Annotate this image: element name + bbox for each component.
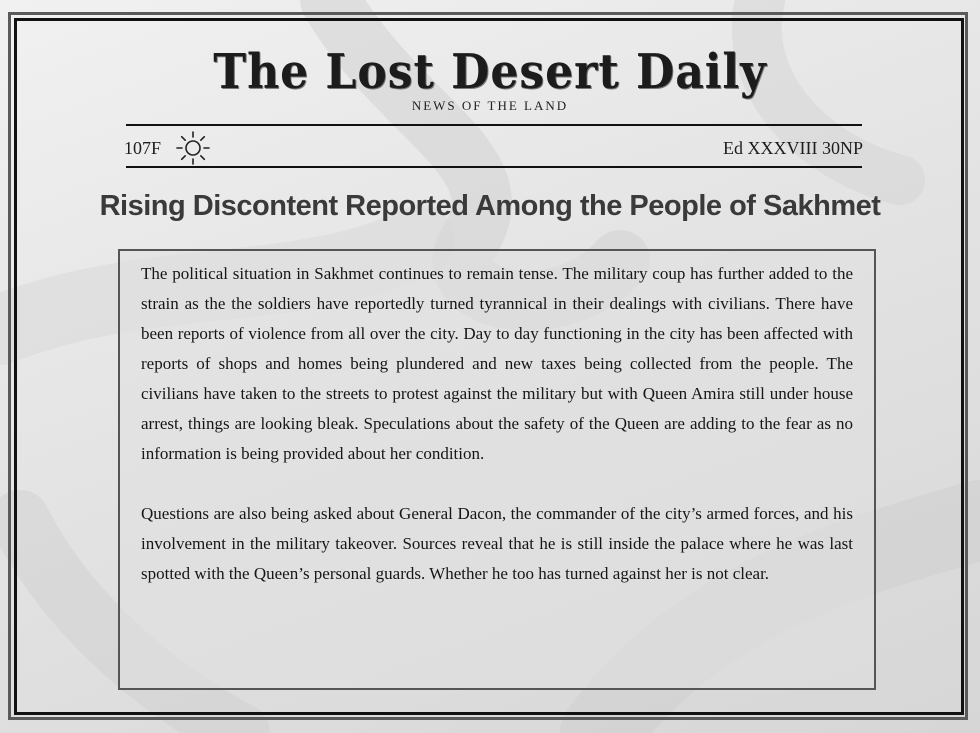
article-paragraph: The political situation in Sakhmet continues to remain tense. The military coup has further added to the strain as the the soldiers have reportedly turned tyrannical in their dealings with civilians. There have been reports of violence from all over the city. Day to day functioning in the city has been affected with reports of shops and homes being plundered and new taxes being collected from the people. The civilians have taken to the streets to protest against the military but with Queen Amira still under house arrest, things are looking bleak. Speculations about the safety of the Queen are adding to the fear as no information is being provided about her condition. <box>141 264 853 463</box>
article-headline: Rising Discontent Reported Among the People of Sakhmet <box>99 190 881 222</box>
bottom-rule <box>126 166 862 168</box>
top-rule <box>126 124 862 126</box>
article-body <box>118 249 876 690</box>
newspaper-title: The Lost Desert Daily <box>213 44 767 100</box>
article-paragraph: Questions are also being asked about General Dacon, the commander of the city’s armed forces, and his involvement in the military takeover. Sources reveal that he is still inside the palace where he was last spotted with the Queen’s personal guards. Whether he too has turned against her is not clear. <box>141 504 853 583</box>
temperature: 107F <box>124 137 162 158</box>
edition-number: Ed XXXVIII 30NP <box>723 138 863 158</box>
newspaper-tagline: NEWS OF THE LAND <box>411 98 569 113</box>
weather-info <box>124 131 211 165</box>
sun-icon <box>175 130 211 166</box>
